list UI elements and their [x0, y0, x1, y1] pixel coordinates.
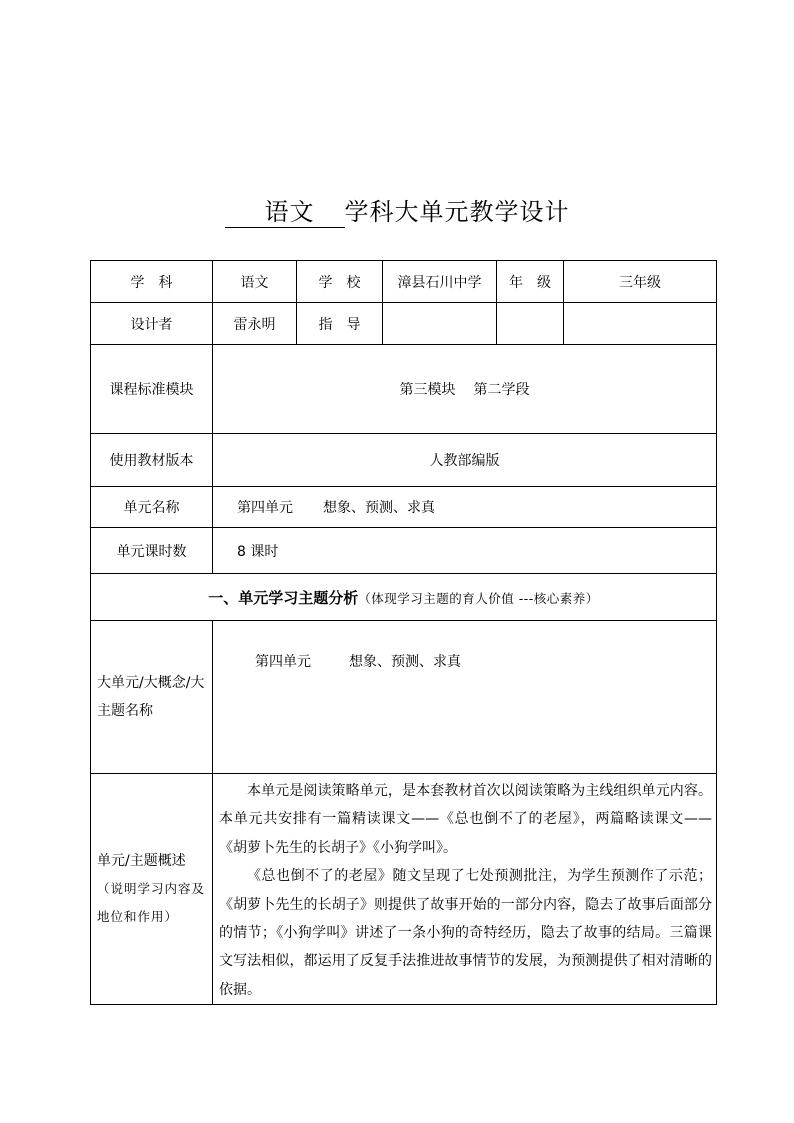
form-row-section1	[91, 574, 717, 621]
big-unit-label: 大单元/大概念/大主题名称	[91, 621, 213, 774]
unit-name-part2: 想象、预测、求真	[323, 500, 435, 516]
school-label: 学 校	[297, 261, 383, 303]
overview-label-cell	[91, 774, 213, 1005]
guide-value	[383, 303, 497, 345]
form-row-textbook	[91, 434, 717, 487]
title-rest: 学科大单元教学设计	[344, 198, 570, 226]
document-title	[0, 197, 794, 228]
big-unit-part2: 想象、预测、求真	[349, 654, 461, 670]
form-row-big-unit	[91, 621, 717, 774]
designer-value: 雷永明	[213, 303, 297, 345]
overview-paragraph-2: 《总也倒不了的老屋》随文呈现了七处预测批注，为学生预测作了示范；《胡萝卜先生的长胡子》则提供了故事开始的一部分内容，隐去了故事后面部分的情节；《小狗学叫》讲述了一条小狗的奇特经历，隐去了故事的结局。三篇课文写法相似，都运用了反复手法推进故事情节的发展，为预测提供了相对清晰的依据。	[219, 868, 712, 998]
textbook-label: 使用教材版本	[91, 434, 213, 487]
unit-name-label: 单元名称	[91, 487, 213, 528]
textbook-value: 人教部编版	[213, 434, 717, 487]
form-row-unit-name	[91, 487, 717, 528]
overview-content	[213, 774, 717, 1005]
unit-hours-label: 单元课时数	[91, 528, 213, 574]
form-row-standard-module	[91, 345, 717, 434]
blank-cell	[564, 303, 717, 345]
unit-design-form	[90, 260, 717, 1005]
title-subject: 语文	[225, 197, 345, 228]
subject-value: 语文	[213, 261, 297, 303]
standard-module-label: 课程标准模块	[91, 345, 213, 434]
form-row-unit-hours	[91, 528, 717, 574]
overview-label: 单元/主题概述	[97, 853, 186, 870]
guide-label: 指 导	[297, 303, 383, 345]
section1-title: 一、单元学习主题分析	[208, 588, 359, 607]
unit-name-value	[213, 487, 717, 528]
designer-label: 设计者	[91, 303, 213, 345]
overview-note: （说明学习内容及地位和作用）	[97, 881, 206, 925]
standard-module-value	[213, 345, 717, 434]
unit-hours-value: 8 课时	[213, 528, 717, 574]
form-row-designer	[91, 303, 717, 345]
big-unit-part1: 第四单元	[255, 654, 311, 670]
standard-module-part1: 第三模块	[399, 382, 456, 398]
standard-module-part2: 第二学段	[473, 382, 530, 398]
form-row-overview	[91, 774, 717, 1005]
section1-heading	[91, 574, 717, 621]
big-unit-value	[213, 621, 717, 774]
overview-paragraph-1: 本单元是阅读策略单元，是本套教材首次以阅读策略为主线组织单元内容。本单元共安排有一篇精读课文——《总也倒不了的老屋》，两篇略读课文——《胡萝卜先生的长胡子》《小狗学叫》。	[219, 783, 712, 856]
grade-label: 年 级	[497, 261, 564, 303]
blank-cell	[497, 303, 564, 345]
grade-value: 三年级	[564, 261, 717, 303]
subject-label: 学 科	[91, 261, 213, 303]
unit-name-part1: 第四单元	[237, 500, 293, 516]
form-row-subject	[91, 261, 717, 303]
section1-note: （体现学习主题的育人价值 ---核心素养）	[358, 590, 599, 606]
school-value: 漳县石川中学	[383, 261, 497, 303]
